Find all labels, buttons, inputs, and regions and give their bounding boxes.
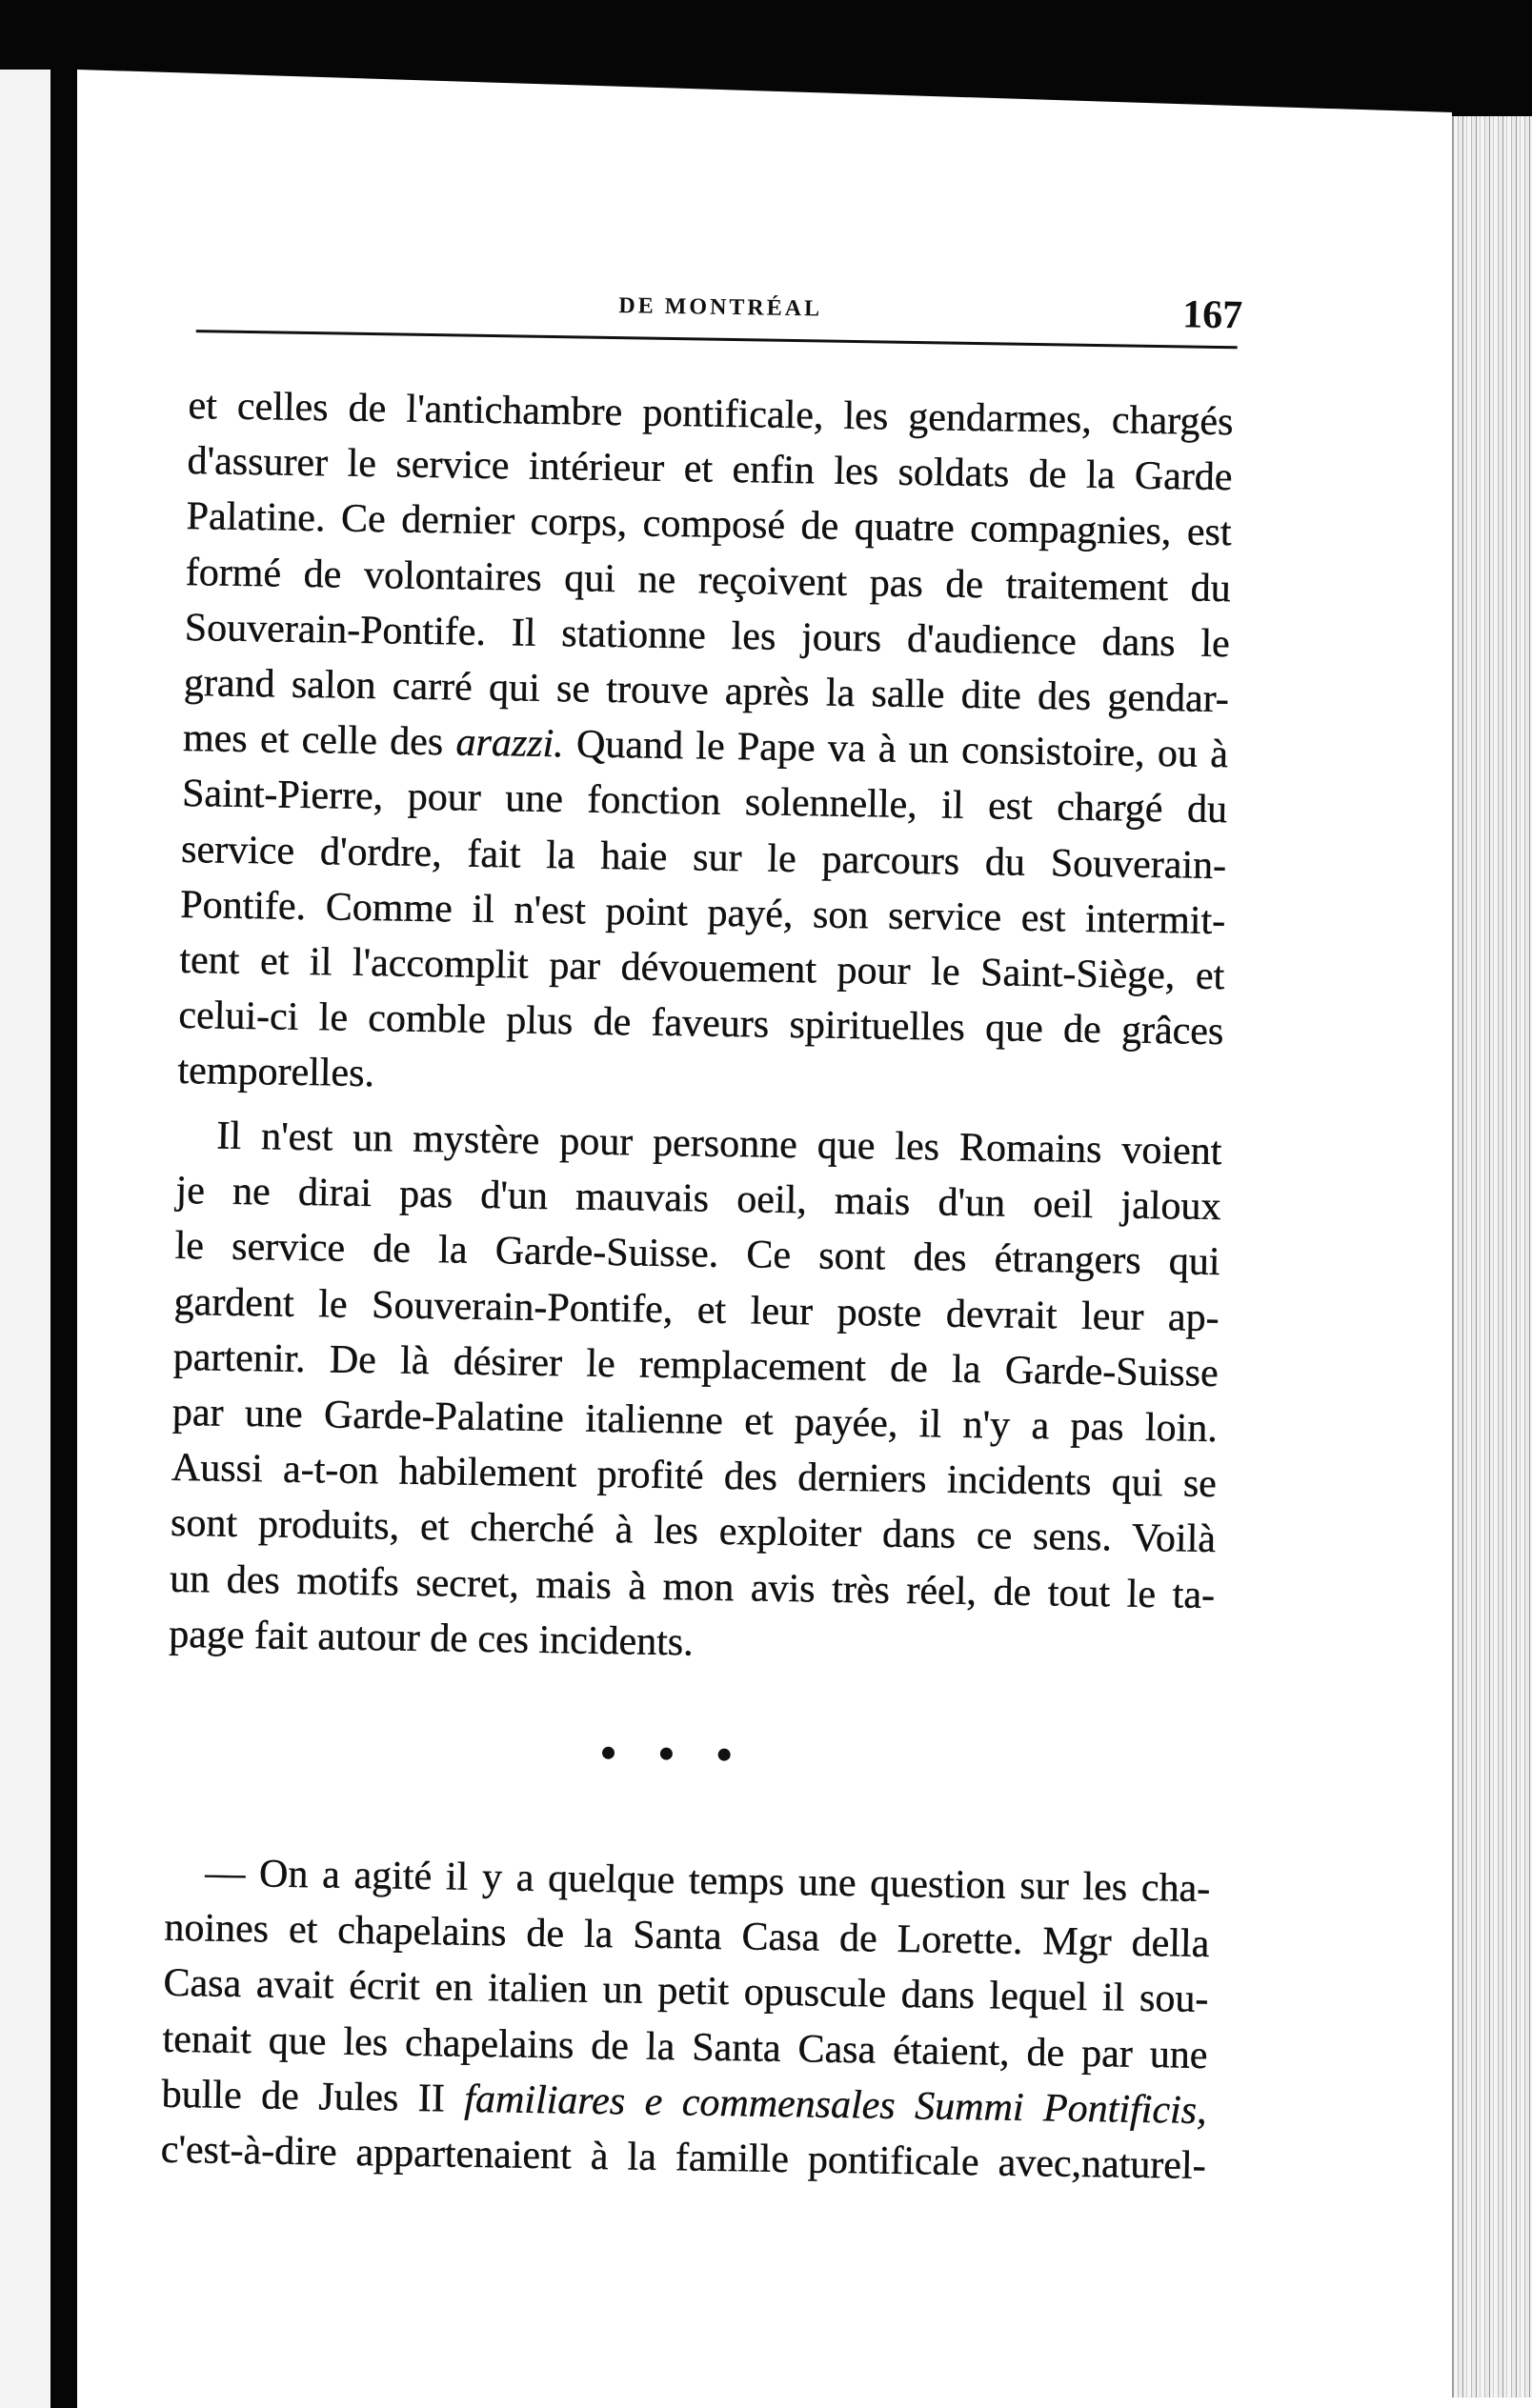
book-gutter-shadow bbox=[50, 0, 77, 2408]
text-line: grand salon carré qui se trouve après la salle dite des gendar- bbox=[183, 660, 1230, 722]
scan-border-top bbox=[0, 0, 1532, 133]
text-line: d'assurer le service intérieur et enfin les soldats de la Garde bbox=[187, 438, 1233, 500]
text-line: page fait autour de ces incidents. bbox=[168, 1612, 695, 1665]
text-line: Il n'est un mystère pour personne que les Romains voient bbox=[216, 1114, 1222, 1174]
text-line: Aussi a-t-on habilement profité des derniers incidents qui se bbox=[171, 1445, 1218, 1507]
text-line: et celles de l'antichambre pontificale, les gendarmes, chargés bbox=[188, 383, 1234, 445]
text-line: je ne dirai pas d'un mauvais oeil, mais d'un oeil jaloux bbox=[175, 1168, 1221, 1230]
running-head: DE MONTRÉAL bbox=[618, 293, 823, 322]
text-line: c'est-à-dire appartenaient à la famille pontificale avec,naturel- bbox=[160, 2127, 1207, 2188]
paragraph bbox=[177, 378, 1234, 1096]
text-line: tent et il l'accomplit par dévouement pour le Saint-Siège, et bbox=[179, 937, 1225, 999]
text-segment: bulle de Jules II bbox=[161, 2072, 465, 2121]
text-line: Pontife. Comme il n'est point payé, son service est intermit- bbox=[179, 882, 1226, 944]
text-line: sont produits, et cherché à les exploiter dans ce sens. Voilà bbox=[170, 1500, 1217, 1562]
text-line: tenait que les chapelains de la Santa Casa étaient, de par une bbox=[162, 2017, 1208, 2078]
text-line: Souverain-Pontife. Il stationne les jours d'audience dans le bbox=[184, 605, 1231, 667]
text-line: formé de volontaires qui ne reçoivent pas de traitement du bbox=[185, 550, 1232, 612]
text-line: partenir. De là désirer le remplacement de la Garde-Suisse bbox=[172, 1334, 1220, 1396]
text-line: Palatine. Ce dernier corps, composé de quatre compagnies, est bbox=[186, 493, 1232, 555]
text-line: noines et chapelains de la Santa Casa de Lorette. Mgr della bbox=[164, 1905, 1210, 1967]
section-break-ornament: • • • bbox=[599, 1727, 733, 1781]
text-segment: mes et celle des bbox=[182, 715, 456, 765]
text-line: celui-ci le comble plus de faveurs spirituelles que de grâces bbox=[178, 993, 1224, 1054]
text-line: service d'ordre, fait la haie sur le parcours du Souverain- bbox=[180, 827, 1227, 889]
italic-text: familiares e commensales Summi Pontificis, bbox=[463, 2077, 1207, 2134]
page-edges-stack bbox=[1452, 116, 1532, 2398]
italic-text: arazzi. bbox=[455, 720, 565, 767]
book-page bbox=[160, 292, 1243, 2204]
text-line: gardent le Souverain-Pontife, et leur poste devrait leur ap- bbox=[173, 1279, 1220, 1341]
text-line: un des motifs secret, mais à mon avis très réel, de tout le ta- bbox=[169, 1556, 1216, 1618]
text-line: temporelles. bbox=[177, 1048, 375, 1096]
page-number: 167 bbox=[1181, 292, 1243, 338]
text-line: par une Garde-Palatine italienne et payée, il n'y a pas loin. bbox=[171, 1390, 1219, 1452]
text-segment: Quand le Pape va à un consistoire, ou à bbox=[563, 722, 1229, 777]
text-line: — On a agité il y a quelque temps une question sur les cha- bbox=[204, 1851, 1211, 1912]
text-line: Saint-Pierre, pour une fonction solennelle, il est chargé du bbox=[181, 771, 1228, 833]
text-line: Casa avait écrit en italien un petit opuscule dans lequel il sou- bbox=[163, 1960, 1209, 2022]
header-rule bbox=[196, 330, 1238, 349]
text-line: le service de la Garde-Suisse. Ce sont des étrangers qui bbox=[174, 1223, 1220, 1285]
adjacent-page-edge bbox=[0, 70, 50, 2408]
